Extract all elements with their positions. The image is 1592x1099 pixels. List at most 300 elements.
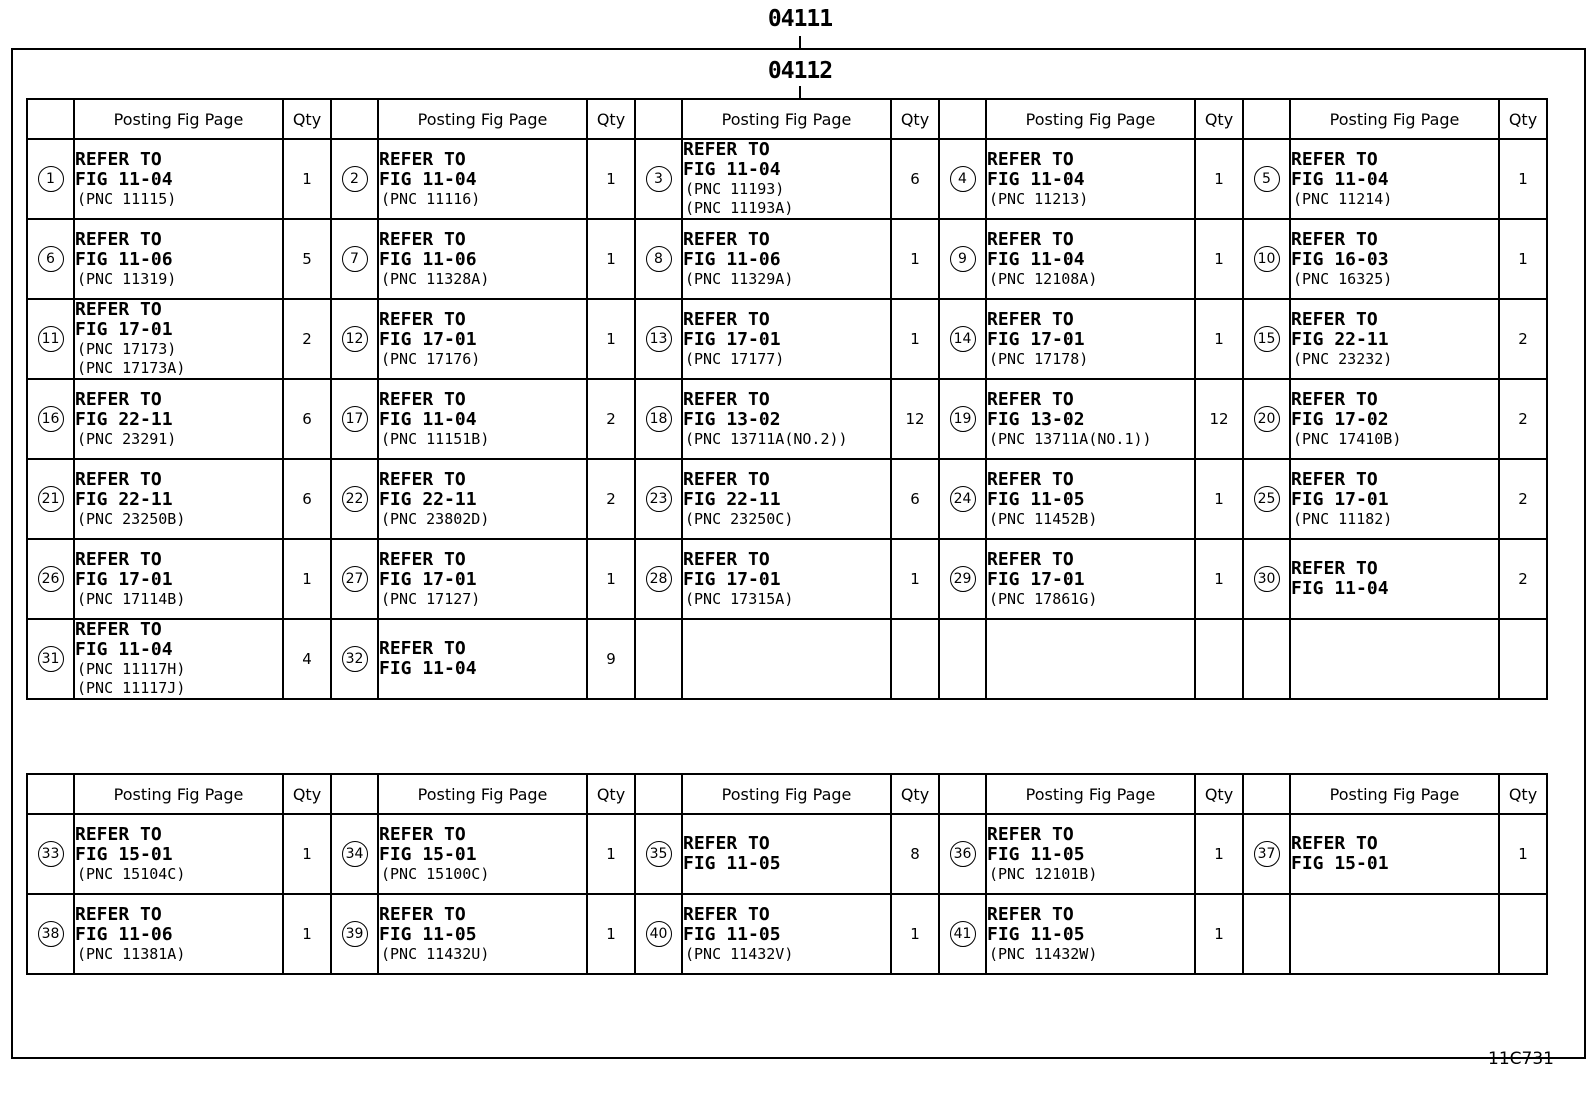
circled-item-number: 30: [1254, 566, 1280, 592]
pnc-number: (PNC 13711A(NO.2)): [685, 429, 848, 448]
quantity-cell: 12: [1195, 379, 1243, 459]
refer-to-text: REFER TO: [683, 228, 770, 250]
header-qty: Qty: [1499, 99, 1547, 139]
header-posting-fig-page: Posting Fig Page: [1290, 774, 1499, 814]
refer-to-text: REFER TO: [379, 638, 466, 659]
pnc-number: (PNC 11116): [381, 189, 481, 208]
item-number-cell: [939, 539, 986, 619]
fig-reference: FIG 13-02: [987, 408, 1085, 430]
circled-item-number: 10: [1254, 246, 1280, 272]
circled-item-number: 38: [38, 921, 64, 947]
table-row: [27, 379, 1547, 459]
reference-cell: [1290, 619, 1499, 699]
circled-item-number: 29: [950, 566, 976, 592]
fig-reference: FIG 17-01: [987, 568, 1085, 590]
fig-reference: FIG 11-06: [75, 923, 173, 945]
table-row: [27, 219, 1547, 299]
fig-reference: FIG 22-11: [75, 488, 173, 510]
refer-to-text: REFER TO: [1291, 558, 1378, 579]
pnc-number: (PNC 17177): [685, 349, 785, 368]
header-posting-fig-page: Posting Fig Page: [378, 99, 587, 139]
fig-reference: FIG 11-05: [987, 488, 1085, 510]
item-number-cell: [27, 814, 74, 894]
refer-to-text: REFER TO: [1291, 148, 1378, 170]
header-blank: [27, 774, 74, 814]
quantity-cell: [1195, 619, 1243, 699]
circled-item-number: 28: [646, 566, 672, 592]
item-number-cell: [939, 894, 986, 974]
circled-item-number: 5: [1254, 166, 1280, 192]
fig-reference: FIG 16-03: [1291, 248, 1389, 270]
circled-item-number: 32: [342, 646, 368, 672]
item-number-cell: [1243, 894, 1290, 974]
fig-reference: FIG 11-05: [987, 843, 1085, 865]
reference-cell: [378, 379, 587, 459]
quantity-cell: 2: [283, 299, 331, 379]
quantity-cell: 1: [283, 894, 331, 974]
fig-reference: FIG 11-05: [683, 923, 781, 945]
pnc-number: (PNC 12108A): [989, 269, 1098, 288]
pnc-number: (PNC 11213): [989, 189, 1089, 208]
reference-cell: [986, 139, 1195, 219]
item-number-cell: [635, 299, 682, 379]
pnc-number: (PNC 11328A): [381, 269, 490, 288]
reference-cell: [1290, 379, 1499, 459]
header-posting-fig-page: Posting Fig Page: [1290, 99, 1499, 139]
item-number-cell: [939, 459, 986, 539]
pnc-number: (PNC 17114B): [77, 589, 186, 608]
quantity-cell: 1: [1499, 814, 1547, 894]
refer-to-text: REFER TO: [1291, 308, 1378, 330]
reference-cell: [378, 894, 587, 974]
assembly-label-04111: 04111: [767, 6, 833, 32]
header-qty: Qty: [283, 99, 331, 139]
refer-to-text: REFER TO: [1291, 228, 1378, 250]
quantity-cell: 1: [1499, 219, 1547, 299]
refer-to-text: REFER TO: [75, 619, 162, 640]
quantity-cell: 2: [587, 459, 635, 539]
pnc-number: (PNC 23291): [77, 429, 177, 448]
header-blank: [635, 774, 682, 814]
refer-to-text: REFER TO: [987, 903, 1074, 925]
item-number-cell: [27, 139, 74, 219]
header-blank: [331, 774, 378, 814]
item-number-cell: [27, 379, 74, 459]
circled-item-number: 13: [646, 326, 672, 352]
reference-cell: [682, 299, 891, 379]
fig-reference: FIG 11-06: [683, 248, 781, 270]
item-number-cell: [1243, 539, 1290, 619]
refer-to-text: REFER TO: [683, 388, 770, 410]
fig-reference: FIG 11-04: [75, 168, 173, 190]
pnc-number: (PNC 17173): [77, 340, 177, 358]
item-number-cell: [1243, 299, 1290, 379]
refer-to-text: REFER TO: [987, 388, 1074, 410]
reference-cell: [378, 459, 587, 539]
quantity-cell: 1: [891, 894, 939, 974]
reference-cell: [1290, 539, 1499, 619]
circled-item-number: 9: [950, 246, 976, 272]
item-number-cell: [1243, 139, 1290, 219]
item-number-cell: [1243, 619, 1290, 699]
refer-to-text: REFER TO: [75, 228, 162, 250]
refer-to-text: REFER TO: [683, 833, 770, 854]
reference-cell: [682, 539, 891, 619]
item-number-cell: [331, 219, 378, 299]
quantity-cell: 2: [1499, 539, 1547, 619]
item-number-cell: [939, 299, 986, 379]
header-blank: [1243, 774, 1290, 814]
reference-cell: [378, 139, 587, 219]
pnc-number: (PNC 11117J): [77, 679, 186, 697]
item-number-cell: [331, 619, 378, 699]
quantity-cell: 2: [587, 379, 635, 459]
quantity-cell: 4: [283, 619, 331, 699]
quantity-cell: 1: [1195, 219, 1243, 299]
reference-cell: [74, 139, 283, 219]
header-posting-fig-page: Posting Fig Page: [682, 99, 891, 139]
header-qty: Qty: [587, 99, 635, 139]
circled-item-number: 7: [342, 246, 368, 272]
pnc-number: (PNC 11319): [77, 269, 177, 288]
item-number-cell: [635, 894, 682, 974]
pnc-number: (PNC 11193): [685, 180, 785, 198]
quantity-cell: 1: [1195, 299, 1243, 379]
item-number-cell: [27, 299, 74, 379]
quantity-cell: 1: [587, 894, 635, 974]
reference-cell: [74, 379, 283, 459]
item-number-cell: [635, 619, 682, 699]
item-number-cell: [939, 219, 986, 299]
pnc-number: (PNC 11214): [1293, 189, 1393, 208]
quantity-cell: [1499, 894, 1547, 974]
pnc-number: (PNC 12101B): [989, 864, 1098, 883]
fig-reference: FIG 17-01: [1291, 488, 1389, 510]
reference-cell: [682, 139, 891, 219]
fig-reference: FIG 17-01: [683, 568, 781, 590]
table-row: [27, 539, 1547, 619]
header-qty: Qty: [891, 99, 939, 139]
refer-to-text: REFER TO: [987, 228, 1074, 250]
fig-reference: FIG 15-01: [379, 843, 477, 865]
pnc-number: (PNC 17861G): [989, 589, 1098, 608]
circled-item-number: 36: [950, 841, 976, 867]
quantity-cell: 6: [891, 139, 939, 219]
pnc-number: (PNC 11151B): [381, 429, 490, 448]
circled-item-number: 23: [646, 486, 672, 512]
pnc-number: (PNC 11182): [1293, 509, 1393, 528]
fig-reference: FIG 15-01: [75, 843, 173, 865]
quantity-cell: 2: [1499, 379, 1547, 459]
pnc-number: (PNC 17178): [989, 349, 1089, 368]
refer-to-text: REFER TO: [75, 468, 162, 490]
illustration-code: 11C731: [1488, 1049, 1554, 1069]
circled-item-number: 24: [950, 486, 976, 512]
fig-reference: FIG 17-01: [379, 328, 477, 350]
circled-item-number: 40: [646, 921, 672, 947]
reference-cell: [1290, 219, 1499, 299]
quantity-cell: 12: [891, 379, 939, 459]
item-number-cell: [1243, 219, 1290, 299]
reference-cell: [74, 299, 283, 379]
fig-reference: FIG 11-06: [379, 248, 477, 270]
refer-to-text: REFER TO: [379, 468, 466, 490]
header-posting-fig-page: Posting Fig Page: [74, 99, 283, 139]
header-blank: [1243, 99, 1290, 139]
refer-to-text: REFER TO: [987, 308, 1074, 330]
item-number-cell: [27, 539, 74, 619]
quantity-cell: 6: [283, 379, 331, 459]
refer-to-text: REFER TO: [683, 548, 770, 570]
pnc-number: (PNC 11115): [77, 189, 177, 208]
refer-to-text: REFER TO: [379, 148, 466, 170]
item-number-cell: [331, 299, 378, 379]
pnc-number: (PNC 15104C): [77, 864, 186, 883]
reference-cell: [74, 814, 283, 894]
circled-item-number: 39: [342, 921, 368, 947]
reference-cell: [986, 619, 1195, 699]
circled-item-number: 33: [38, 841, 64, 867]
leader-line: [799, 86, 801, 98]
pnc-number: (PNC 11193A): [685, 199, 794, 217]
reference-cell: [682, 459, 891, 539]
fig-reference: FIG 11-04: [75, 639, 173, 660]
circled-item-number: 21: [38, 486, 64, 512]
item-number-cell: [1243, 379, 1290, 459]
pnc-number: (PNC 13711A(NO.1)): [989, 429, 1152, 448]
fig-reference: FIG 11-04: [379, 658, 477, 679]
table-row: [27, 619, 1547, 699]
refer-to-text: REFER TO: [1291, 388, 1378, 410]
item-number-cell: [1243, 814, 1290, 894]
refer-to-text: REFER TO: [683, 308, 770, 330]
header-blank: [27, 99, 74, 139]
fig-reference: FIG 11-04: [379, 408, 477, 430]
item-number-cell: [635, 379, 682, 459]
item-number-cell: [939, 619, 986, 699]
header-blank: [939, 99, 986, 139]
refer-to-text: REFER TO: [379, 903, 466, 925]
circled-item-number: 35: [646, 841, 672, 867]
header-qty: Qty: [1195, 99, 1243, 139]
refer-to-text: REFER TO: [75, 299, 162, 320]
circled-item-number: 1: [38, 166, 64, 192]
quantity-cell: 1: [891, 539, 939, 619]
quantity-cell: 2: [1499, 299, 1547, 379]
reference-cell: [74, 459, 283, 539]
refer-to-text: REFER TO: [683, 903, 770, 925]
item-number-cell: [1243, 459, 1290, 539]
item-number-cell: [939, 139, 986, 219]
refer-to-text: REFER TO: [987, 468, 1074, 490]
circled-item-number: 15: [1254, 326, 1280, 352]
quantity-cell: 6: [891, 459, 939, 539]
reference-cell: [74, 219, 283, 299]
reference-cell: [682, 894, 891, 974]
header-posting-fig-page: Posting Fig Page: [378, 774, 587, 814]
pnc-number: (PNC 17410B): [1293, 429, 1402, 448]
circled-item-number: 4: [950, 166, 976, 192]
refer-to-text: REFER TO: [987, 148, 1074, 170]
pnc-number: (PNC 23802D): [381, 509, 490, 528]
header-qty: Qty: [1499, 774, 1547, 814]
circled-item-number: 12: [342, 326, 368, 352]
header-qty: Qty: [1195, 774, 1243, 814]
circled-item-number: 26: [38, 566, 64, 592]
refer-to-text: REFER TO: [75, 388, 162, 410]
fig-reference: FIG 22-11: [75, 408, 173, 430]
header-qty: Qty: [283, 774, 331, 814]
pnc-number: (PNC 17176): [381, 349, 481, 368]
reference-cell: [682, 379, 891, 459]
circled-item-number: 18: [646, 406, 672, 432]
fig-reference: FIG 22-11: [683, 488, 781, 510]
table-row: [27, 894, 1547, 974]
circled-item-number: 14: [950, 326, 976, 352]
fig-reference: FIG 13-02: [683, 408, 781, 430]
fig-reference: FIG 17-01: [987, 328, 1085, 350]
header-posting-fig-page: Posting Fig Page: [986, 99, 1195, 139]
quantity-cell: 1: [587, 299, 635, 379]
reference-cell: [986, 459, 1195, 539]
fig-reference: FIG 11-05: [379, 923, 477, 945]
table-row: [27, 459, 1547, 539]
pnc-number: (PNC 15100C): [381, 864, 490, 883]
pnc-number: (PNC 11329A): [685, 269, 794, 288]
reference-cell: [682, 619, 891, 699]
item-number-cell: [27, 619, 74, 699]
fig-reference: FIG 17-01: [683, 328, 781, 350]
pnc-number: (PNC 17173A): [77, 359, 186, 377]
pnc-number: (PNC 11432V): [685, 944, 794, 963]
circled-item-number: 8: [646, 246, 672, 272]
refer-to-text: REFER TO: [75, 148, 162, 170]
reference-cell: [378, 814, 587, 894]
reference-cell: [74, 539, 283, 619]
refer-to-text: REFER TO: [75, 548, 162, 570]
table-row: [27, 139, 1547, 219]
item-number-cell: [331, 139, 378, 219]
refer-to-text: REFER TO: [379, 228, 466, 250]
reference-cell: [682, 814, 891, 894]
quantity-cell: 1: [1195, 459, 1243, 539]
header-row: [27, 99, 1547, 139]
quantity-cell: 2: [1499, 459, 1547, 539]
circled-item-number: 27: [342, 566, 368, 592]
pnc-number: (PNC 23250B): [77, 509, 186, 528]
reference-cell: [1290, 299, 1499, 379]
quantity-cell: 1: [587, 219, 635, 299]
reference-cell: [986, 539, 1195, 619]
reference-cell: [986, 299, 1195, 379]
assembly-label-04112: 04112: [767, 58, 833, 84]
pnc-number: (PNC 16325): [1293, 269, 1393, 288]
fig-reference: FIG 11-04: [1291, 578, 1389, 599]
fig-reference: FIG 11-04: [987, 168, 1085, 190]
circled-item-number: 37: [1254, 841, 1280, 867]
reference-cell: [682, 219, 891, 299]
refer-to-text: REFER TO: [379, 823, 466, 845]
posting-table-1: [26, 98, 1548, 700]
refer-to-text: REFER TO: [987, 823, 1074, 845]
header-blank: [939, 774, 986, 814]
quantity-cell: 1: [587, 814, 635, 894]
refer-to-text: REFER TO: [379, 388, 466, 410]
pnc-number: (PNC 11432U): [381, 944, 490, 963]
quantity-cell: 1: [283, 139, 331, 219]
item-number-cell: [635, 139, 682, 219]
refer-to-text: REFER TO: [1291, 833, 1378, 854]
item-number-cell: [635, 219, 682, 299]
fig-reference: FIG 22-11: [379, 488, 477, 510]
item-number-cell: [331, 894, 378, 974]
circled-item-number: 34: [342, 841, 368, 867]
quantity-cell: 1: [283, 539, 331, 619]
circled-item-number: 20: [1254, 406, 1280, 432]
item-number-cell: [27, 459, 74, 539]
item-number-cell: [27, 219, 74, 299]
reference-cell: [1290, 814, 1499, 894]
item-number-cell: [331, 379, 378, 459]
pnc-number: (PNC 23250C): [685, 509, 794, 528]
fig-reference: FIG 15-01: [1291, 853, 1389, 874]
quantity-cell: 1: [1195, 139, 1243, 219]
pnc-number: (PNC 11381A): [77, 944, 186, 963]
refer-to-text: REFER TO: [987, 548, 1074, 570]
fig-reference: FIG 11-06: [75, 248, 173, 270]
circled-item-number: 6: [38, 246, 64, 272]
reference-cell: [378, 539, 587, 619]
quantity-cell: 9: [587, 619, 635, 699]
fig-reference: FIG 17-02: [1291, 408, 1389, 430]
quantity-cell: 1: [587, 139, 635, 219]
item-number-cell: [331, 459, 378, 539]
fig-reference: FIG 17-01: [379, 568, 477, 590]
fig-reference: FIG 11-05: [683, 853, 781, 874]
fig-reference: FIG 11-04: [1291, 168, 1389, 190]
posting-table-2: [26, 773, 1548, 975]
header-blank: [331, 99, 378, 139]
reference-cell: [74, 894, 283, 974]
circled-item-number: 2: [342, 166, 368, 192]
reference-cell: [986, 814, 1195, 894]
reference-cell: [986, 219, 1195, 299]
reference-cell: [378, 219, 587, 299]
refer-to-text: REFER TO: [683, 139, 770, 160]
fig-reference: FIG 17-01: [75, 319, 173, 340]
header-posting-fig-page: Posting Fig Page: [74, 774, 283, 814]
circled-item-number: 31: [38, 646, 64, 672]
quantity-cell: 1: [587, 539, 635, 619]
circled-item-number: 22: [342, 486, 368, 512]
refer-to-text: REFER TO: [379, 308, 466, 330]
header-qty: Qty: [891, 774, 939, 814]
circled-item-number: 19: [950, 406, 976, 432]
item-number-cell: [939, 379, 986, 459]
item-number-cell: [939, 814, 986, 894]
fig-reference: FIG 17-01: [75, 568, 173, 590]
refer-to-text: REFER TO: [75, 903, 162, 925]
circled-item-number: 16: [38, 406, 64, 432]
circled-item-number: 25: [1254, 486, 1280, 512]
header-qty: Qty: [587, 774, 635, 814]
quantity-cell: 5: [283, 219, 331, 299]
fig-reference: FIG 11-05: [987, 923, 1085, 945]
reference-cell: [74, 619, 283, 699]
quantity-cell: [891, 619, 939, 699]
quantity-cell: [1499, 619, 1547, 699]
item-number-cell: [635, 459, 682, 539]
